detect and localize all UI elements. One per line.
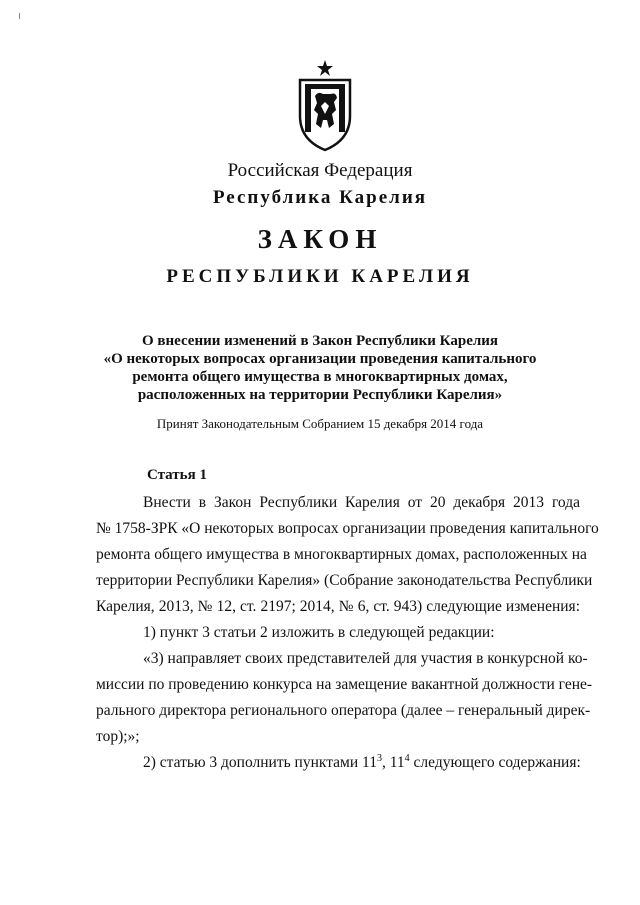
adoption-note: Принят Законодательным Собранием 15 декабря 2014 года — [156, 416, 484, 431]
law-title-line: ремонта общего имущества в многоквартирных домах, — [132, 369, 508, 385]
document-type-subtitle: РЕСПУБЛИКИ КАРЕЛИЯ — [166, 266, 474, 287]
paragraph-line: Внести в Закон Республики Карелия от 20 декабря 2013 года — [143, 494, 580, 511]
article-heading: Статья 1 — [147, 467, 207, 483]
law-title-line: «О некоторых вопросах организации проведения капитального — [103, 351, 537, 367]
list-item-2-text: , 11 — [381, 754, 405, 771]
quote-line: миссии по проведению конкурса на замещение вакантной должности гене- — [96, 676, 593, 693]
paragraph-line: № 1758-ЗРК «О некоторых вопросах организации проведения капитального — [96, 520, 599, 537]
list-item-2 — [96, 750, 580, 776]
quote-line: рального директора регионального оператора (далее – генеральный дирек- — [96, 702, 591, 719]
law-title — [0, 332, 640, 404]
republic-name: Республика Карелия — [212, 187, 428, 208]
country-name: Российская Федерация — [227, 160, 413, 181]
paragraph-line: ремонта общего имущества в многоквартирных домах, расположенных на — [96, 546, 587, 563]
list-item-2-text: 2) статью 3 дополнить пунктами 11 — [143, 754, 377, 771]
list-item-1: 1) пункт 3 статьи 2 изложить в следующей редакции: — [143, 624, 495, 641]
paragraph-line: Карелия, 2013, № 12, ст. 2197; 2014, № 6, ст. 943) следующие изменения: — [96, 598, 580, 615]
document-type: ЗАКОН — [257, 224, 383, 254]
superscript: 4 — [404, 752, 410, 764]
article-body — [96, 490, 599, 776]
quote-line: «3) направляет своих представителей для участия в конкурсной ко- — [143, 650, 588, 667]
paragraph-line: территории Республики Карелия» (Собрание законодательства Республики — [96, 572, 593, 589]
karelia-coat-of-arms-icon — [296, 58, 354, 152]
superscript: 3 — [376, 752, 382, 764]
quote-line: тор);»; — [96, 728, 140, 745]
list-item-2-text: следующего содержания: — [409, 754, 581, 771]
law-title-line: расположенных на территории Республики Карелия» — [137, 387, 503, 403]
scan-speck — [19, 13, 20, 19]
law-title-line: О внесении изменений в Закон Республики Карелия — [141, 333, 499, 349]
